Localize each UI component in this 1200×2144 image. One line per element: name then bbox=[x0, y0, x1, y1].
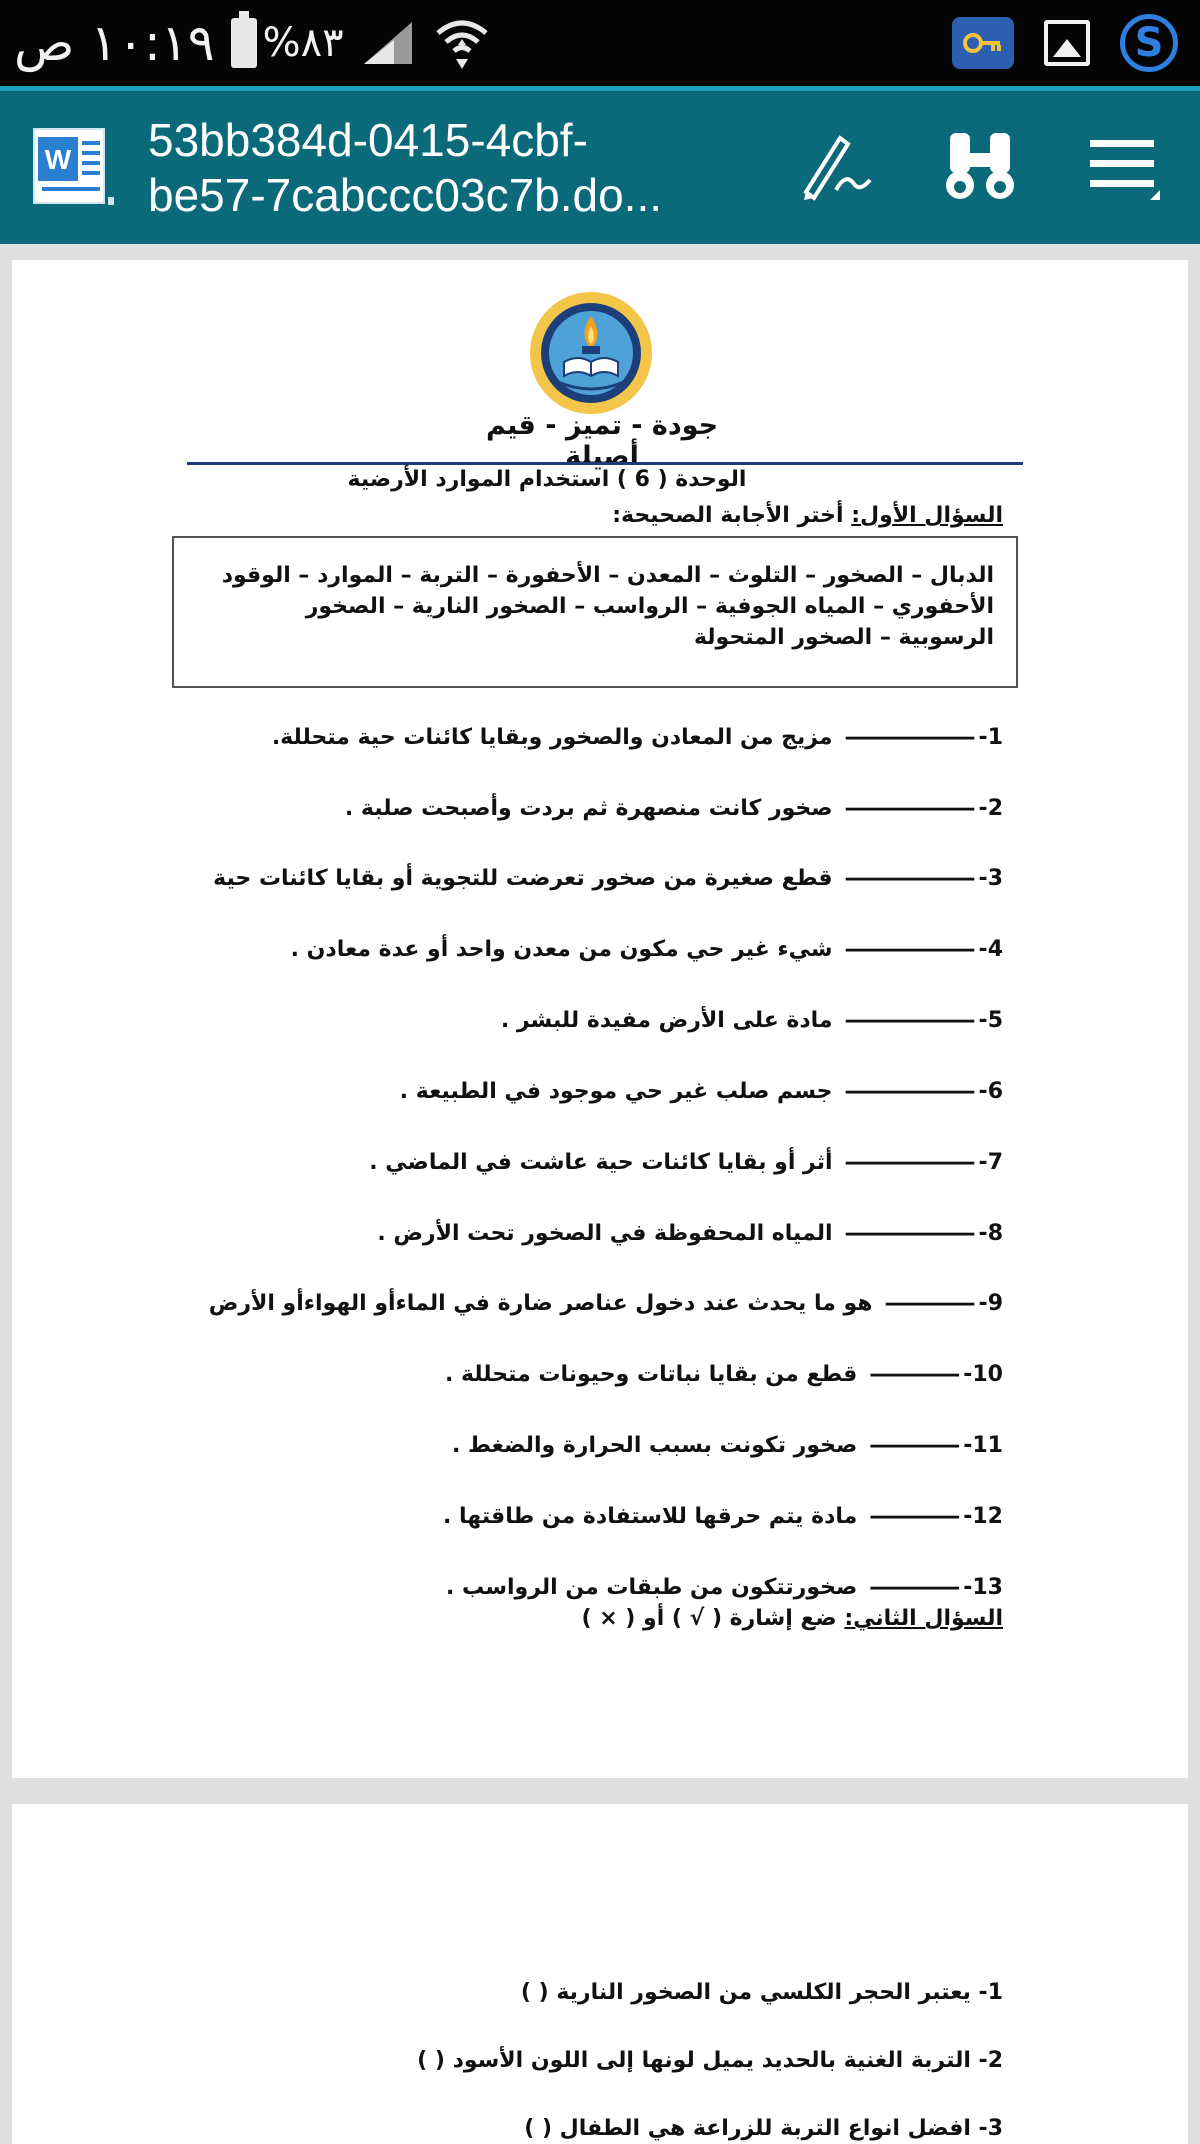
true-false-item: 3- افضل انواع التربة للزراعة هي الطفال ( ) bbox=[524, 2116, 1003, 2141]
word-doc-icon[interactable] bbox=[30, 125, 114, 209]
svg-text:W: W bbox=[44, 144, 72, 175]
question-item: 4-––––––––––––––––شيء غير حي مكون من معدن واحد أو عدة معادن . bbox=[290, 937, 1003, 962]
document-page-2[interactable] bbox=[12, 1804, 1188, 2144]
battery-indicator bbox=[231, 18, 344, 68]
document-title[interactable]: 53bb384d-0415-4cbf- be57-7cabccc03c7b.do... bbox=[148, 114, 663, 221]
question-item: 11-–––––––––––صخور تكونت بسبب الحرارة والضغط . bbox=[452, 1433, 1003, 1458]
true-false-item: 2- التربة الغنية بالحديد يميل لونها إلى اللون الأسود ( ) bbox=[417, 2048, 1003, 2073]
school-motto: جودة - تميز - قيم أصيلة bbox=[485, 410, 719, 472]
app-bar bbox=[0, 86, 1200, 244]
gallery-icon bbox=[1044, 20, 1090, 66]
key-icon bbox=[952, 17, 1014, 69]
menu-icon[interactable] bbox=[1082, 125, 1166, 209]
question-1-label: السؤال الأول: bbox=[851, 503, 1003, 528]
school-logo bbox=[528, 290, 654, 416]
app-bar-tools bbox=[794, 117, 1166, 217]
question-item: 9-–––––––––––هو ما يحدث عند دخول عناصر ضارة في الماءأو الهواءأو الأرض bbox=[208, 1291, 1003, 1316]
clock: ١٠:١٩ ص bbox=[14, 14, 215, 72]
battery-percent: %٨٣ bbox=[262, 20, 344, 66]
question-item: 7-––––––––––––––––أثر أو بقايا كائنات حية عاشت في الماضي . bbox=[369, 1150, 1003, 1175]
question-1-heading bbox=[612, 503, 1003, 528]
binoculars-search-icon[interactable] bbox=[938, 125, 1022, 209]
battery-icon bbox=[231, 18, 257, 68]
wifi-icon bbox=[432, 15, 492, 71]
header-rule bbox=[187, 462, 1023, 465]
question-item: 10-–––––––––––قطع من بقايا نباتات وحيونات متحللة . bbox=[444, 1362, 1003, 1387]
question-2-heading bbox=[582, 1606, 1004, 1631]
question-2-label: السؤال الثاني: bbox=[844, 1606, 1003, 1631]
s-app-icon: S bbox=[1120, 14, 1178, 72]
question-item: 12-–––––––––––مادة يتم حرقها للاستفادة من طاقتها . bbox=[443, 1504, 1003, 1529]
edit-pen-icon[interactable] bbox=[794, 125, 878, 209]
question-item: 1-––––––––––––––––مزيج من المعادن والصخور وبقايا كائنات حية متحللة. bbox=[271, 725, 1003, 750]
question-item: 13-–––––––––––صخورتتكون من طبقات من الرواسب . bbox=[446, 1575, 1003, 1600]
status-bar bbox=[0, 0, 1200, 86]
question-2-instruction: ضع إشارة ( √ ) أو ( × ) bbox=[581, 1606, 845, 1631]
question-item: 3-––––––––––––––––قطع صغيرة من صخور تعرضت للتجوية أو بقايا كائنات حية bbox=[213, 866, 1003, 891]
unit-title: الوحدة ( 6 ) استخدام الموارد الأرضية bbox=[347, 467, 747, 492]
question-1-instruction: أختر الأجابة الصحيحة: bbox=[612, 503, 852, 528]
question-item: 8-––––––––––––––––المياه المحفوظة في الصخور تحت الأرض . bbox=[377, 1221, 1003, 1246]
signal-icon bbox=[360, 18, 416, 68]
question-item: 2-––––––––––––––––صخور كانت منصهرة ثم بردت وأصبحت صلبة . bbox=[344, 796, 1003, 821]
question-item: 6-––––––––––––––––جسم صلب غير حي موجود في الطبيعة . bbox=[399, 1079, 1003, 1104]
document-page-1[interactable] bbox=[12, 260, 1188, 1778]
question-item: 5-––––––––––––––––مادة على الأرض مفيدة للبشر . bbox=[500, 1008, 1003, 1033]
word-bank-box bbox=[172, 536, 1018, 688]
word-bank: الدبال – الصخور – التلوث – المعدن – الأحفورة – التربة – الموارد – الوقود الأحفوري – المياه الجوفية – الرواسب – الصخور النارية – الصخور الرسوبية – الصخور المتحولة bbox=[221, 563, 994, 650]
status-right bbox=[952, 10, 1178, 76]
status-left bbox=[14, 6, 492, 80]
true-false-item: 1- يعتبر الحجر الكلسي من الصخور النارية ( ) bbox=[520, 1980, 1003, 2005]
